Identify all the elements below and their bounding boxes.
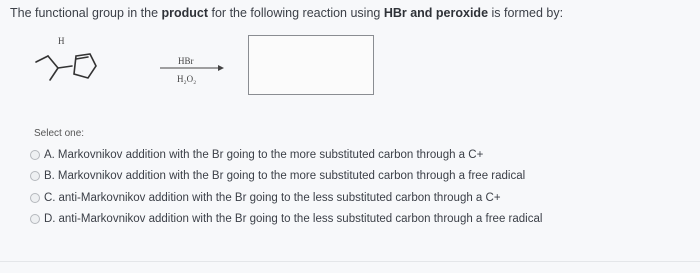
reagent-hbr: HBr <box>178 56 194 66</box>
option-d-text: anti-Markovnikov addition with the Br going to the less substituted carbon through a free radical <box>58 213 543 226</box>
option-b-letter: B. <box>44 170 55 183</box>
option-b-text: Markovnikov addition with the Br going to the more substituted carbon through a free radical <box>57 170 526 183</box>
question-emphasis-product: product <box>161 6 209 20</box>
radio-button-a[interactable] <box>30 150 40 160</box>
option-a-text: Markovnikov addition with the Br going to the more substituted carbon through a C+ <box>57 148 484 161</box>
option-c[interactable] <box>30 187 542 209</box>
reaction-arrow-icon <box>160 64 224 72</box>
question-middle: for the following reaction using <box>208 6 384 20</box>
reactant-structure <box>28 36 138 96</box>
option-b[interactable] <box>30 166 542 188</box>
product-answer-box <box>248 35 374 95</box>
reagent-peroxide: H₂O₂ <box>177 74 197 84</box>
radio-button-c[interactable] <box>30 193 40 203</box>
option-a[interactable] <box>30 144 542 166</box>
hydrogen-label: H <box>58 36 65 46</box>
divider <box>0 261 700 262</box>
question-emphasis-reagents: HBr and peroxide <box>383 6 489 20</box>
reaction-scheme <box>0 0 700 110</box>
option-d[interactable] <box>30 209 542 231</box>
question-suffix: is formed by: <box>488 6 564 20</box>
answer-options <box>30 144 542 230</box>
option-c-letter: C. <box>44 191 56 204</box>
select-one-label: Select one: <box>34 128 85 139</box>
radio-button-d[interactable] <box>30 214 40 224</box>
option-a-letter: A. <box>44 148 55 161</box>
option-c-text: anti-Markovnikov addition with the Br going to the less substituted carbon through a C+ <box>58 191 501 204</box>
radio-button-b[interactable] <box>30 171 40 181</box>
option-d-letter: D. <box>44 213 56 226</box>
question-prefix: The functional group in the <box>10 6 162 20</box>
